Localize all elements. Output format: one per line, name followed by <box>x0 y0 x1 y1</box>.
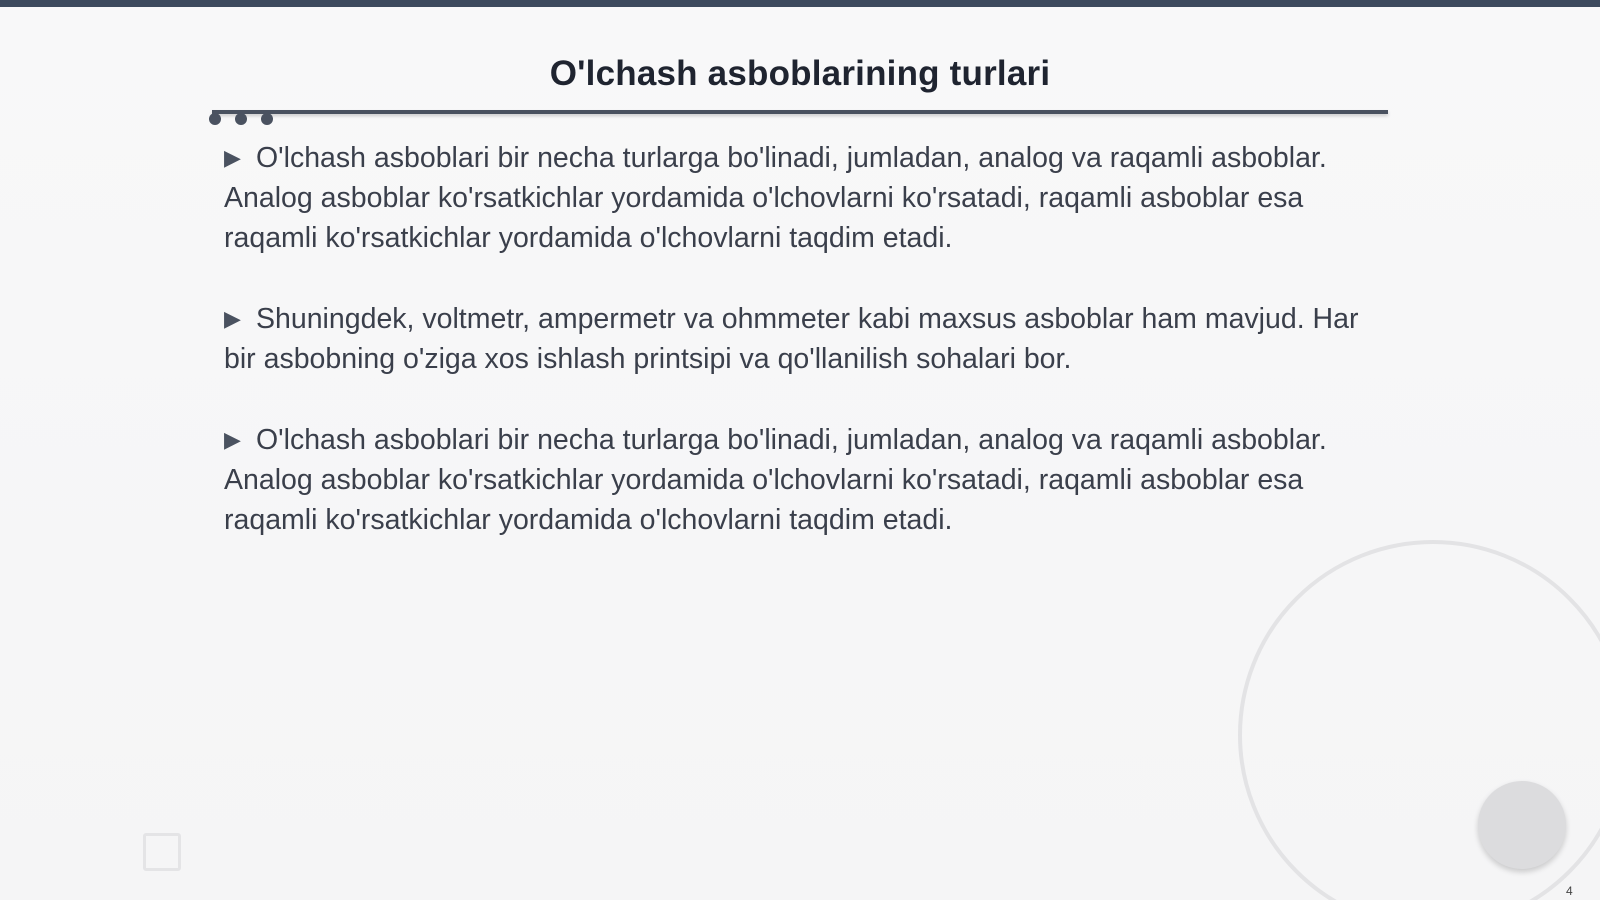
divider-dot <box>235 113 247 125</box>
divider-dot <box>209 113 221 125</box>
bullet-item <box>224 138 1364 258</box>
bullet-item <box>224 420 1364 540</box>
slide-title: O'lchash asboblarining turlari <box>549 54 1051 93</box>
decorative-circle <box>1478 781 1566 869</box>
page-number: 4 <box>1566 884 1573 898</box>
bullet-item <box>224 299 1364 379</box>
bullet-text: O'lchash asboblari bir necha turlarga bo'linadi, jumladan, analog va raqamli asboblar. Analog asboblar ko'rsatkichlar yordamida o'lchovlarni ko'rsatadi, raqamli asboblar esa raqamli ko'rsatkichlar yordamida o'lchovlarni taqdim etadi. <box>224 142 1327 254</box>
bullet-text: O'lchash asboblari bir necha turlarga bo'linadi, jumladan, analog va raqamli asboblar. Analog asboblar ko'rsatkichlar yordamida o'lchovlarni ko'rsatadi, raqamli asboblar esa raqamli ko'rsatkichlar yordamida o'lchovlarni taqdim etadi. <box>224 424 1327 536</box>
bullet-list <box>224 138 1364 581</box>
triangle-right-icon: ▶ <box>224 427 241 452</box>
divider-dot <box>261 113 273 125</box>
top-accent-bar <box>0 0 1600 7</box>
bullet-text: Shuningdek, voltmetr, ampermetr va ohmmeter kabi maxsus asboblar ham mavjud. Har bir asbobning o'ziga xos ishlash printsipi va qo'llanilish sohalari bor. <box>224 303 1359 375</box>
decorative-square <box>143 833 181 871</box>
triangle-right-icon: ▶ <box>224 145 241 170</box>
title-divider <box>212 110 1388 114</box>
triangle-right-icon: ▶ <box>224 306 241 331</box>
